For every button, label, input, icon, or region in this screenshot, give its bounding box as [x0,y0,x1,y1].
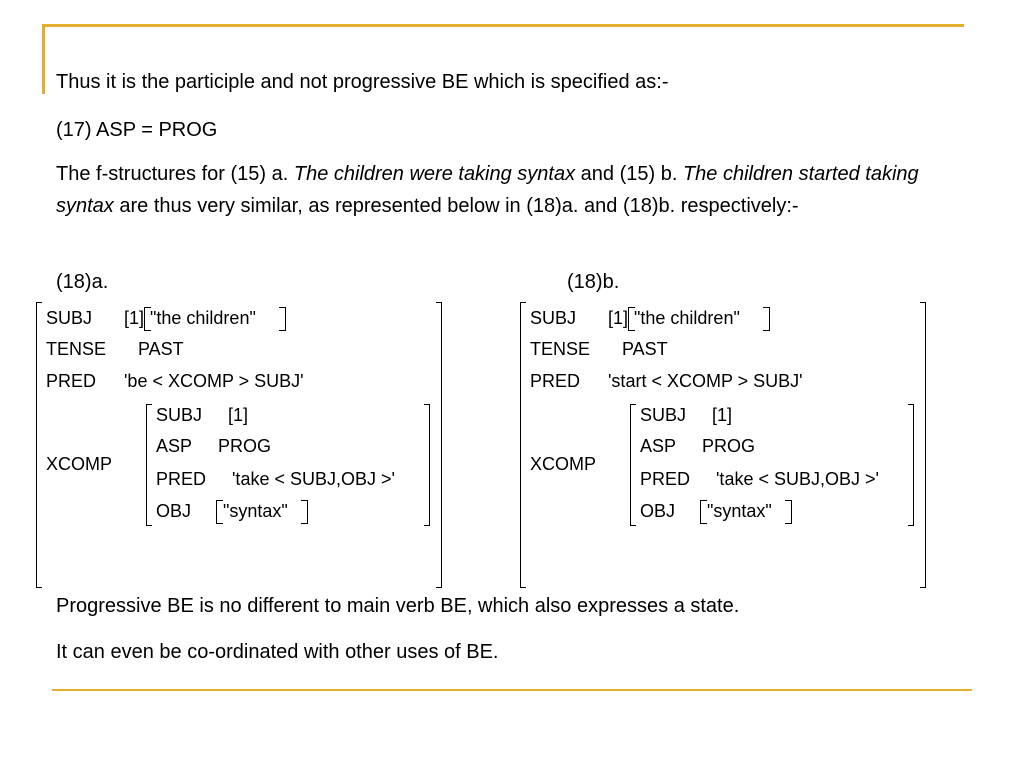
outer-left-bracket [520,302,526,588]
xcomp-pred-attr: PRED [156,469,207,489]
subj-attr: SUBJ [530,308,577,328]
obj-value-right-bracket [785,500,792,524]
xcomp-attr: XCOMP [530,454,597,474]
example-15a: The children were taking syntax [293,163,576,185]
top-rule [42,24,964,27]
xcomp-pred-attr: PRED [640,469,691,489]
subj-index: [1] [608,308,629,328]
para-text-b: and (15) b. [575,163,683,185]
xcomp-pred-value: 'take < SUBJ,OBJ >' [716,469,879,489]
xcomp-left-bracket [146,404,152,526]
para-text-a: The f-structures for (15) a. [56,163,294,185]
xcomp-subj-attr: SUBJ [156,405,203,425]
subj-attr: SUBJ [46,308,93,328]
xcomp-obj-value: "syntax" [223,501,288,521]
outer-right-bracket [436,302,442,588]
obj-value-left-bracket [216,500,223,524]
pred-attr: PRED [530,371,581,391]
pred-value: 'be < XCOMP > SUBJ' [124,371,304,391]
outer-right-bracket [920,302,926,588]
subj-value-right-bracket [763,307,770,331]
coordination-line: It can even be co-ordinated with other uses of BE. [56,641,499,663]
xcomp-asp-value: PROG [218,436,272,456]
tense-value: PAST [622,339,668,359]
obj-value-right-bracket [301,500,308,524]
pred-attr: PRED [46,371,97,391]
xcomp-asp-value: PROG [702,436,756,456]
subj-value: "the children" [150,308,256,328]
tense-value: PAST [138,339,184,359]
left-rule [42,24,45,94]
fstructure-18b [520,298,930,592]
xcomp-attr: XCOMP [46,454,113,474]
para-text-c: are thus very similar, as represented below in (18)a. and (18)b. respectively:- [113,195,799,217]
subj-value: "the children" [634,308,740,328]
fstructure-18a [36,298,446,592]
xcomp-obj-attr: OBJ [640,501,676,521]
xcomp-obj-attr: OBJ [156,501,192,521]
xcomp-subj-attr: SUBJ [640,405,687,425]
obj-value-left-bracket [700,500,707,524]
label-18b: (18)b. [567,271,620,293]
xcomp-left-bracket [630,404,636,526]
subj-index: [1] [124,308,145,328]
label-18a: (18)a. [56,271,109,293]
xcomp-subj-value: [1] [228,405,249,425]
xcomp-asp-attr: ASP [156,436,193,456]
xcomp-right-bracket [908,404,914,526]
bottom-rule [52,689,972,691]
xcomp-right-bracket [424,404,430,526]
progressive-be-line: Progressive BE is no different to main verb BE, which also expresses a state. [56,595,740,617]
outer-left-bracket [36,302,42,588]
pred-value: 'start < XCOMP > SUBJ' [608,371,803,391]
xcomp-pred-value: 'take < SUBJ,OBJ >' [232,469,395,489]
example-17: (17) ASP = PROG [56,119,218,141]
xcomp-asp-attr: ASP [640,436,677,456]
tense-attr: TENSE [46,339,107,359]
xcomp-obj-value: "syntax" [707,501,772,521]
subj-value-right-bracket [279,307,286,331]
xcomp-subj-value: [1] [712,405,733,425]
tense-attr: TENSE [530,339,591,359]
fstructure-paragraph [56,158,936,222]
intro-line: Thus it is the participle and not progressive BE which is specified as:- [56,71,669,93]
example-15b: The children started taking syntax [56,163,919,217]
